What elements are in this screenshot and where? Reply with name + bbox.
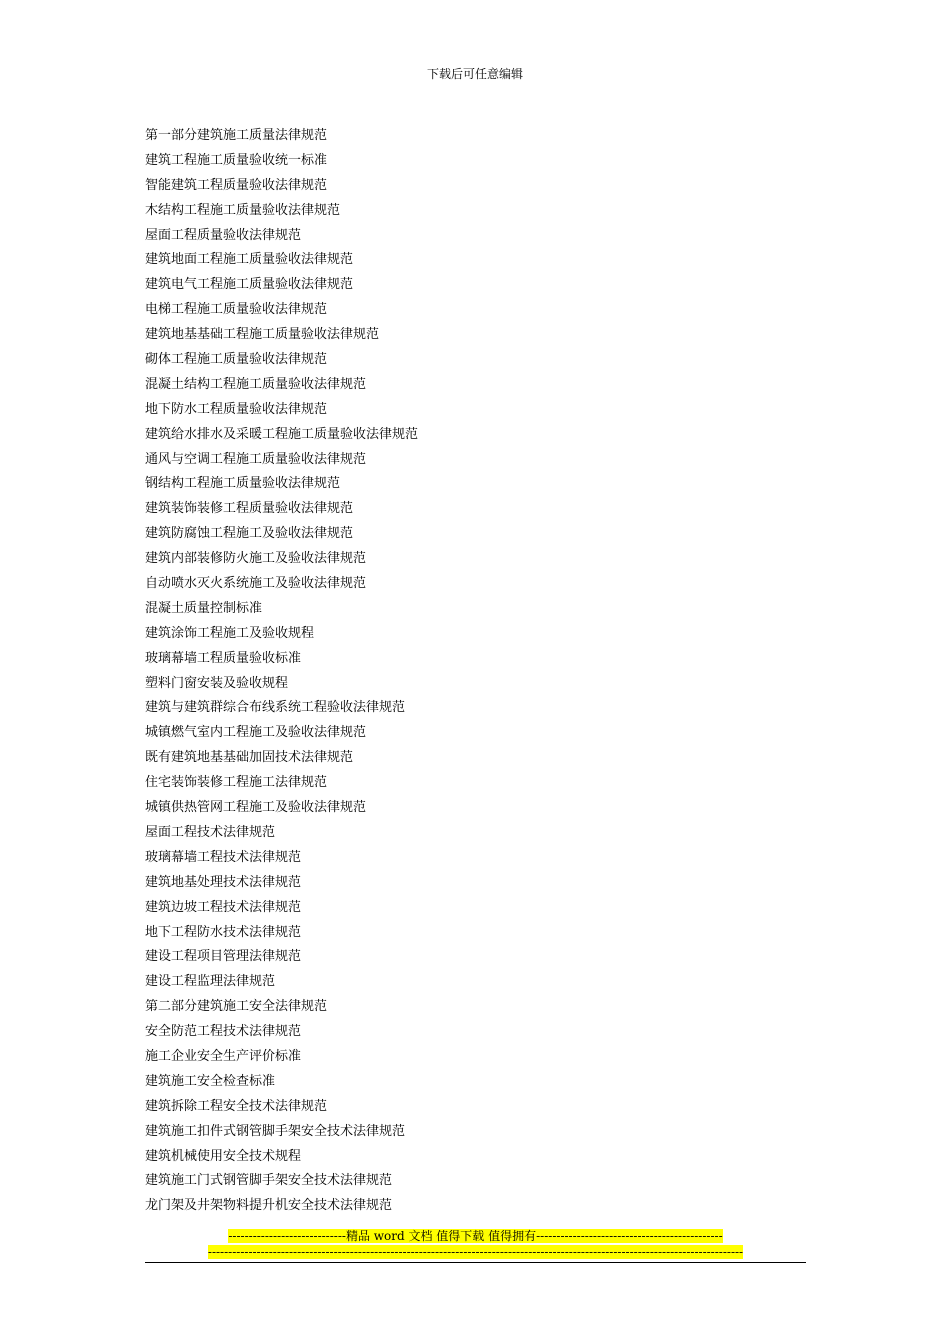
footer-divider [145, 1262, 806, 1263]
page-header: 下载后可任意编辑 [426, 67, 523, 81]
list-item: 智能建筑工程质量验收法律规范 [145, 177, 328, 193]
list-item: 木结构工程施工质量验收法律规范 [145, 202, 341, 218]
list-item: 建筑防腐蚀工程施工及验收法律规范 [145, 526, 354, 542]
list-item: 混凝土质量控制标准 [145, 600, 263, 616]
list-item: 建设工程监理法律规范 [145, 974, 276, 990]
list-item: 自动喷水灭火系统施工及验收法律规范 [145, 576, 367, 592]
footer-text-1: -----------------------------精品 word 文档 值得下载 值得拥有---------------------------------------------- [228, 1229, 723, 1243]
list-item: 既有建筑地基基础加固技术法律规范 [145, 750, 354, 766]
list-item: 建筑电气工程施工质量验收法律规范 [145, 277, 354, 293]
list-item: 砌体工程施工质量验收法律规范 [145, 352, 328, 368]
list-item: 建筑工程施工质量验收统一标准 [145, 152, 328, 168]
list-item: 建筑装饰装修工程质量验收法律规范 [145, 501, 354, 517]
list-item: 第一部分建筑施工质量法律规范 [145, 128, 328, 143]
list-item: 城镇供热管网工程施工及验收法律规范 [145, 800, 367, 816]
list-item: 第二部分建筑施工安全法律规范 [145, 999, 328, 1015]
list-item: 混凝土结构工程施工质量验收法律规范 [145, 376, 367, 392]
list-item: 建筑边坡工程技术法律规范 [145, 899, 302, 915]
list-item: 建筑施工门式钢管脚手架安全技术法律规范 [145, 1173, 393, 1189]
list-item: 通风与空调工程施工质量验收法律规范 [145, 451, 367, 467]
list-item: 钢结构工程施工质量验收法律规范 [145, 476, 341, 492]
list-item: 龙门架及井架物料提升机安全技术法律规范 [145, 1198, 393, 1214]
list-item: 城镇燃气室内工程施工及验收法律规范 [145, 725, 367, 741]
list-item: 建筑拆除工程安全技术法律规范 [145, 1098, 328, 1114]
list-item: 建筑机械使用安全技术规程 [145, 1148, 302, 1164]
list-item: 玻璃幕墙工程质量验收标准 [145, 650, 302, 666]
document-list [145, 124, 418, 1219]
list-item: 建筑地面工程施工质量验收法律规范 [145, 252, 354, 268]
list-item: 建筑内部装修防火施工及验收法律规范 [145, 551, 367, 567]
footer-text-2: ------------------------------------------------------------------------------------------------------------------------------------ [207, 1245, 744, 1259]
footer-line-2 [145, 1245, 806, 1261]
list-item: 屋面工程技术法律规范 [145, 824, 276, 840]
list-item: 建筑施工安全检查标准 [145, 1073, 276, 1089]
footer-banner [145, 1229, 806, 1261]
list-item: 安全防范工程技术法律规范 [145, 1024, 302, 1040]
list-item: 地下防水工程质量验收法律规范 [145, 401, 328, 417]
list-item: 住宅装饰装修工程施工法律规范 [145, 775, 328, 791]
list-item: 建设工程项目管理法律规范 [145, 949, 302, 965]
list-item: 建筑给水排水及采暖工程施工质量验收法律规范 [145, 426, 419, 442]
list-item: 屋面工程质量验收法律规范 [145, 227, 302, 243]
list-item: 建筑与建筑群综合布线系统工程验收法律规范 [145, 700, 406, 716]
list-item: 建筑施工扣件式钢管脚手架安全技术法律规范 [145, 1123, 406, 1139]
list-item: 建筑涂饰工程施工及验收规程 [145, 625, 315, 641]
list-item: 施工企业安全生产评价标准 [145, 1048, 302, 1064]
list-item: 地下工程防水技术法律规范 [145, 924, 302, 940]
list-item: 建筑地基基础工程施工质量验收法律规范 [145, 327, 380, 343]
list-item: 塑料门窗安装及验收规程 [145, 675, 289, 691]
list-item: 电梯工程施工质量验收法律规范 [145, 302, 328, 318]
footer-line-1 [145, 1229, 806, 1245]
list-item: 玻璃幕墙工程技术法律规范 [145, 849, 302, 865]
list-item: 建筑地基处理技术法律规范 [145, 874, 302, 890]
